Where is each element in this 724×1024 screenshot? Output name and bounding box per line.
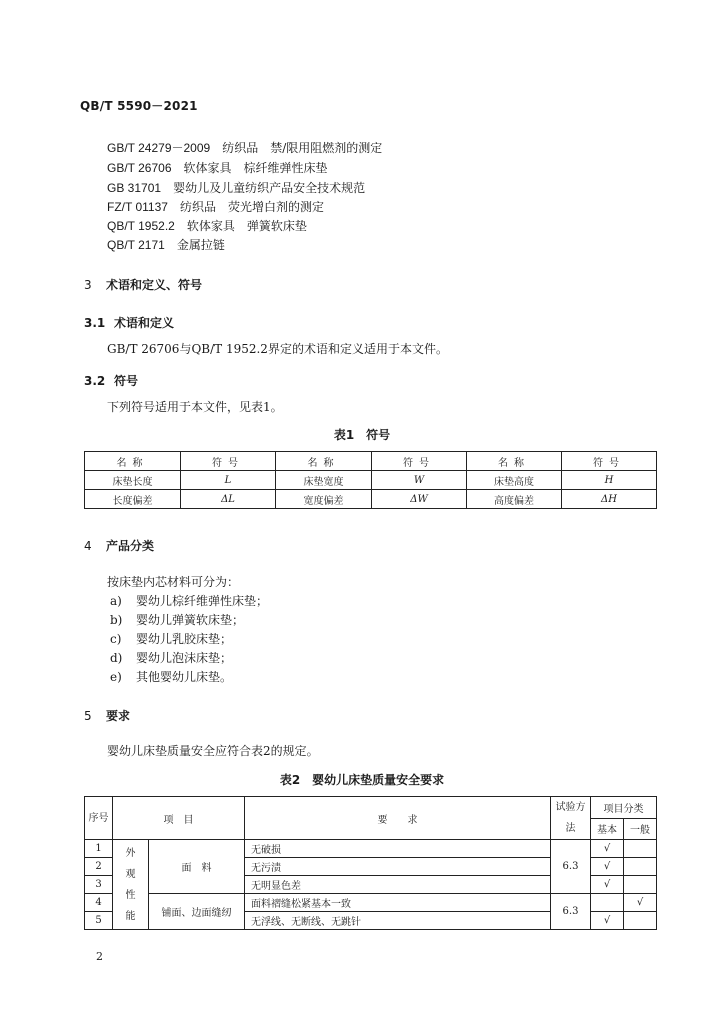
table-cell: 高度偏差	[467, 490, 562, 509]
reference-item: GB 31701 婴幼儿及儿童纺织产品安全技术规范	[107, 181, 366, 195]
table-cell: 外观性能	[113, 840, 149, 930]
table-cell: H	[562, 471, 657, 490]
table-cell: 无明显色差	[245, 876, 551, 894]
table-cell: 面料褶缝松紧基本一致	[245, 894, 551, 912]
check-mark: √	[591, 858, 624, 876]
table-header-row	[85, 452, 657, 471]
table-header-cell: 一般	[624, 818, 657, 840]
section-heading: 3 术语和定义、符号	[84, 278, 203, 292]
section-heading: 4 产品分类	[84, 539, 155, 553]
check-mark	[624, 912, 657, 930]
table-cell: 面 料	[149, 840, 245, 894]
paragraph: GB/T 26706与QB/T 1952.2界定的术语和定义适用于本文件。	[107, 342, 448, 356]
table-cell: 4	[85, 894, 113, 912]
table-header-cell: 符号	[181, 452, 276, 471]
subsection-heading: 3.1 术语和定义	[84, 316, 175, 330]
table-header-cell: 要 求	[245, 797, 551, 840]
table-cell: ΔL	[181, 490, 276, 509]
table-cell: 床垫长度	[85, 471, 181, 490]
check-mark: √	[591, 912, 624, 930]
table-row	[85, 471, 657, 490]
table-cell: ΔH	[562, 490, 657, 509]
table-caption: 表2 婴幼儿床垫质量安全要求	[279, 773, 445, 787]
table-header-cell: 名称	[85, 452, 181, 471]
table-header-cell: 项 目	[113, 797, 245, 840]
table-cell: 床垫宽度	[276, 471, 372, 490]
table-cell: 无污渍	[245, 858, 551, 876]
table-header-cell: 试验方法	[551, 797, 591, 840]
table-cell: 5	[85, 912, 113, 930]
table-header-cell: 序号	[85, 797, 113, 840]
check-mark	[624, 840, 657, 858]
reference-item: QB/T 2171 金属拉链	[107, 238, 225, 252]
paragraph: 下列符号适用于本文件，见表1。	[107, 400, 283, 414]
table-cell: 6.3	[551, 840, 591, 894]
check-mark	[591, 894, 624, 912]
table-cell: 3	[85, 876, 113, 894]
list-item: a) 婴幼儿棕纤维弹性床垫；	[110, 594, 269, 608]
page-number: 2	[96, 950, 103, 963]
table-row	[85, 894, 657, 912]
check-mark	[624, 876, 657, 894]
table-header-cell: 符号	[562, 452, 657, 471]
table-cell: 2	[85, 858, 113, 876]
check-mark: √	[624, 894, 657, 912]
subsection-heading: 3.2 符号	[84, 374, 139, 388]
standard-number: QB/T 5590－2021	[80, 99, 198, 113]
table-header-cell: 项目分类	[591, 797, 657, 819]
reference-item: FZ/T 01137 纺织品 荧光增白剂的测定	[107, 200, 324, 214]
list-item: b) 婴幼儿弹簧软床垫；	[110, 613, 245, 627]
table-cell: L	[181, 471, 276, 490]
table-cell: W	[372, 471, 467, 490]
table-cell: 宽度偏差	[276, 490, 372, 509]
check-mark: √	[591, 876, 624, 894]
section-heading: 5 要求	[84, 709, 131, 723]
symbol-table	[84, 451, 657, 509]
table-cell: 无浮线、无断线、无跳针	[245, 912, 551, 930]
paragraph: 按床垫内芯材料可分为：	[107, 575, 240, 589]
table-cell: 床垫高度	[467, 471, 562, 490]
table-row	[85, 840, 657, 858]
requirements-table	[84, 796, 657, 930]
table-header-cell: 名称	[276, 452, 372, 471]
list-item: e) 其他婴幼儿床垫。	[110, 670, 233, 684]
table-cell: 无破损	[245, 840, 551, 858]
table-cell: 铺面、边面缝纫	[149, 894, 245, 930]
table-header-cell: 基本	[591, 818, 624, 840]
table-row	[85, 490, 657, 509]
check-mark: √	[591, 840, 624, 858]
table-cell: 1	[85, 840, 113, 858]
reference-item: QB/T 1952.2 软体家具 弹簧软床垫	[107, 219, 307, 233]
table-cell: ΔW	[372, 490, 467, 509]
check-mark	[624, 858, 657, 876]
list-item: c) 婴幼儿乳胶床垫；	[110, 632, 233, 646]
list-item: d) 婴幼儿泡沫床垫；	[110, 651, 233, 665]
table-header-cell: 名称	[467, 452, 562, 471]
reference-item: GB/T 24279－2009 纺织品 禁/限用阻燃剂的测定	[107, 141, 383, 155]
table-caption: 表1 符号	[333, 428, 391, 442]
table-cell: 长度偏差	[85, 490, 181, 509]
table-cell: 6.3	[551, 894, 591, 930]
table-header-cell: 符号	[372, 452, 467, 471]
reference-item: GB/T 26706 软体家具 棕纤维弹性床垫	[107, 161, 328, 175]
paragraph: 婴幼儿床垫质量安全应符合表2的规定。	[107, 744, 319, 758]
